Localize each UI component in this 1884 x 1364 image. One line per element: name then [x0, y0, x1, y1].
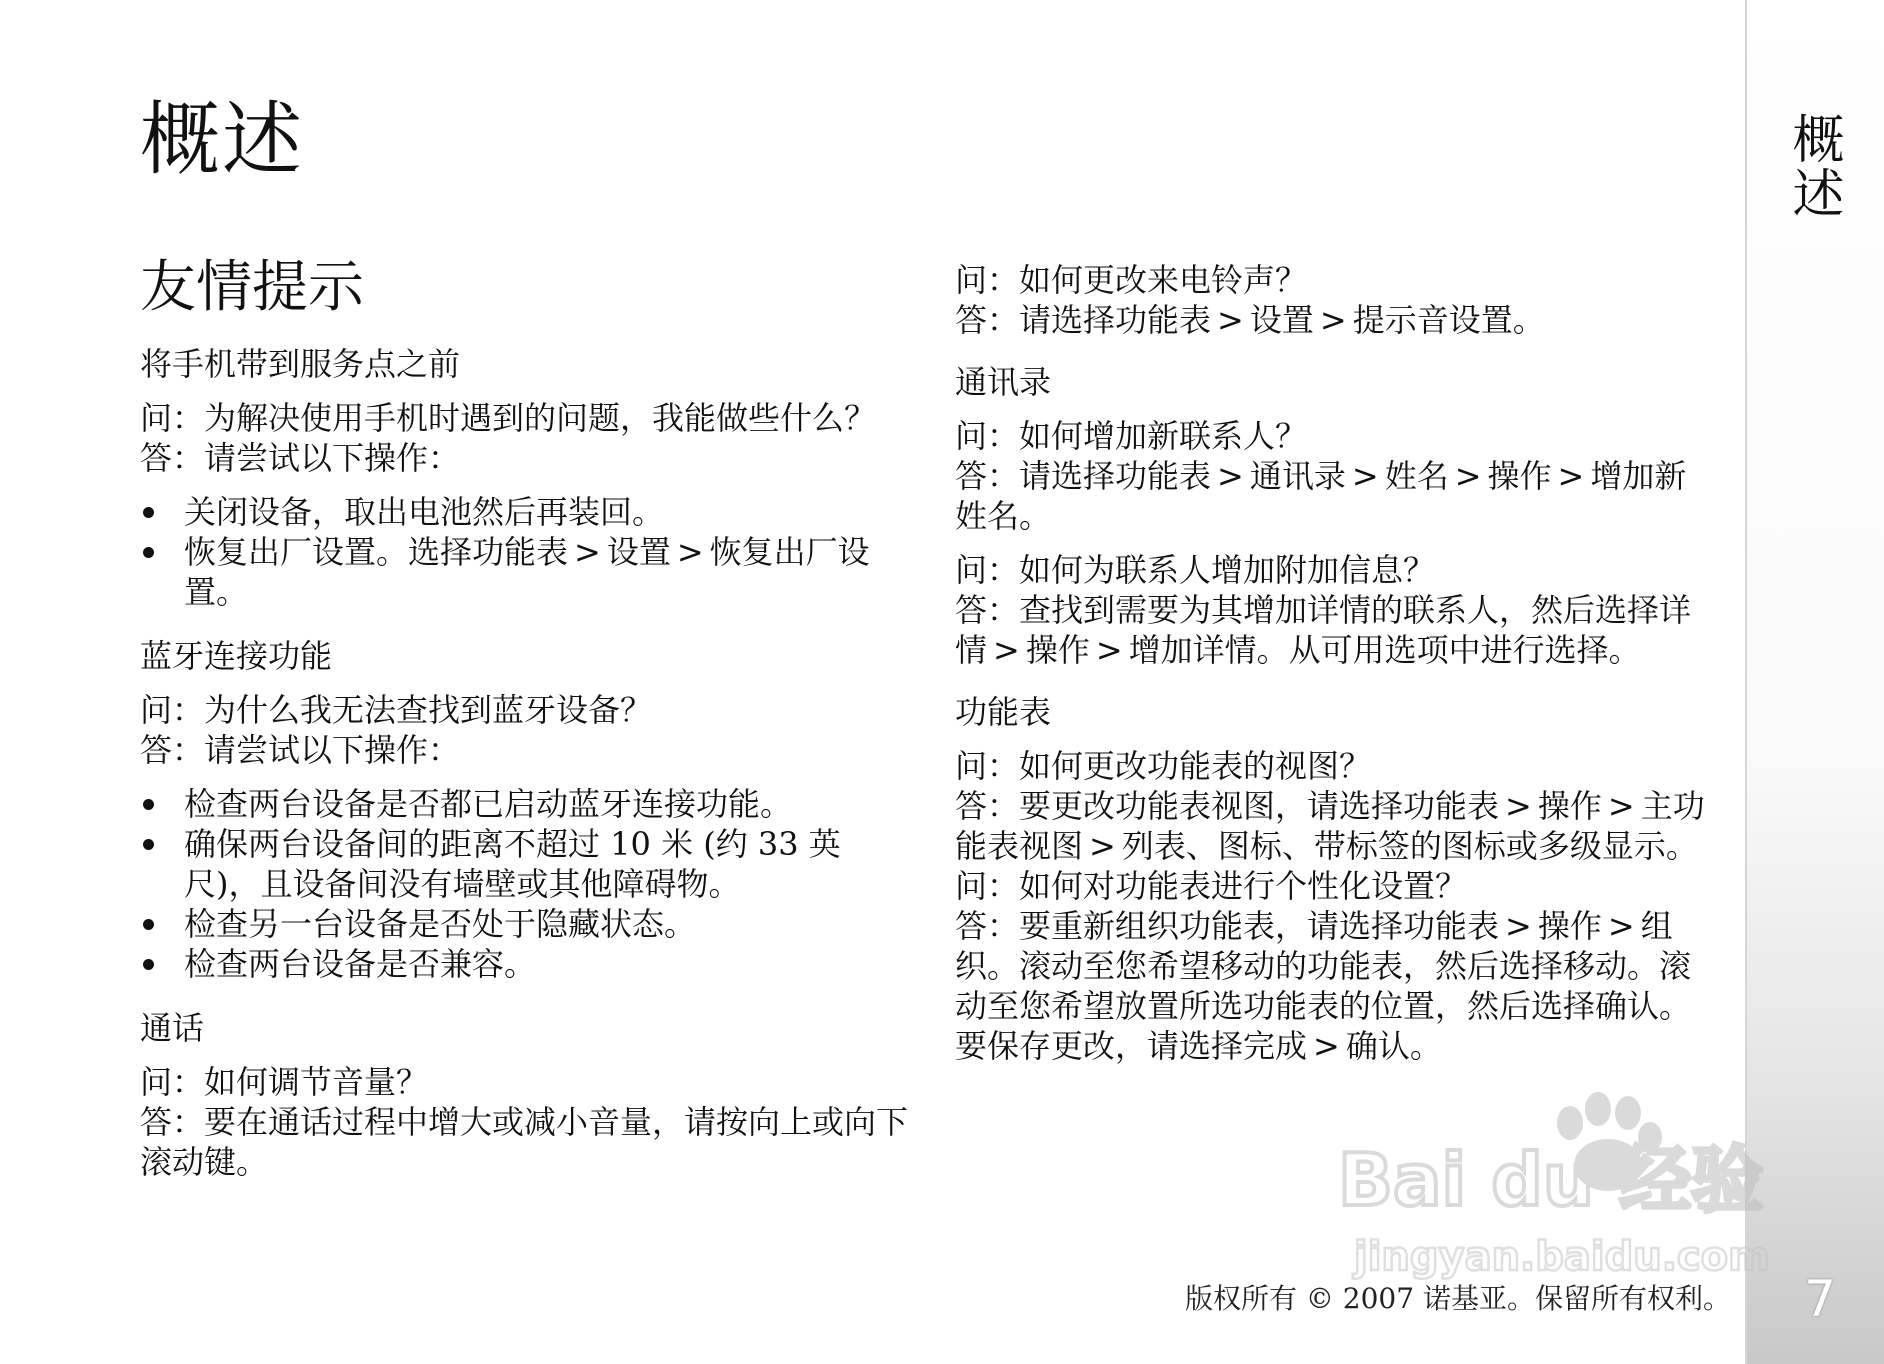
answer: 答：请尝试以下操作： [140, 731, 461, 769]
watermark-logo-text: Bai du 经验 [1338, 1138, 1764, 1222]
copyright-notice: 版权所有 © 2007 诺基亚。保留所有权利。 [1185, 1282, 1731, 1315]
bluetooth-section [140, 636, 910, 984]
answer: 答：查找到需要为其增加详情的联系人，然后选择详情 > 操作 > 增加详情。从可用选项中进行选择。 [955, 591, 1692, 669]
question: 问：为解决使用手机时遇到的问题，我能做些什么？ [140, 399, 877, 437]
contacts-qa-2 [955, 550, 1715, 670]
bluetooth-steps-list [140, 784, 910, 984]
contacts-heading: 通讯录 [955, 363, 1052, 401]
bullet-dot [143, 919, 154, 930]
bluetooth-qa [140, 690, 910, 770]
service-steps-list [140, 492, 910, 612]
chapter-title: 概述 [140, 93, 304, 186]
bullet-dot [143, 547, 154, 558]
bullet-dot [143, 959, 154, 970]
answer: 答：请选择功能表 > 设置 > 提示音设置。 [955, 301, 1545, 339]
list-item: 检查另一台设备是否处于隐藏状态。 [140, 904, 910, 944]
section-title: 友情提示 [140, 255, 364, 320]
service-heading: 将手机带到服务点之前 [140, 345, 461, 383]
service-qa [140, 398, 910, 478]
side-tab-label: 概述 [1783, 112, 1843, 220]
page-number: 7 [1804, 1270, 1836, 1328]
bullet-dot [143, 839, 154, 850]
answer: 答：要在通话过程中增大或减小音量，请按向上或向下滚动键。 [140, 1103, 909, 1181]
call-qa [140, 1062, 910, 1182]
call-heading: 通话 [140, 1009, 205, 1047]
menu-heading: 功能表 [955, 693, 1052, 731]
watermark-url: jingyan.baidu.com [1354, 1234, 1770, 1280]
menu-qa-2 [955, 866, 1715, 1066]
answer: 答：请尝试以下操作： [140, 439, 461, 477]
question: 问：如何增加新联系人？ [955, 417, 1308, 455]
contacts-qa-1 [955, 416, 1715, 536]
answer: 答：要更改功能表视图，请选择功能表 > 操作 > 主功能表视图 > 列表、图标、带标签的图标或多级显示。 [955, 787, 1705, 865]
question: 问：为什么我无法查找到蓝牙设备？ [140, 691, 653, 729]
question: 问：如何对功能表进行个性化设置？ [955, 867, 1468, 905]
answer: 答：要重新组织功能表，请选择功能表 > 操作 > 组织。滚动至您希望移动的功能表，然后选择移动。滚动至您希望放置所选功能表的位置，然后选择确认。要保存更改，请选择完成 > 确认。 [955, 907, 1692, 1065]
list-item: 关闭设备，取出电池然后再装回。 [140, 492, 910, 532]
bullet-dot [143, 799, 154, 810]
bluetooth-heading: 蓝牙连接功能 [140, 637, 333, 675]
list-item: 检查两台设备是否兼容。 [140, 944, 910, 984]
list-item: 确保两台设备间的距离不超过 10 米 (约 33 英尺)，且设备间没有墙壁或其他障碍物。 [140, 824, 910, 904]
ringtone-qa [955, 260, 1715, 340]
answer: 答：请选择功能表 > 通讯录 > 姓名 > 操作 > 增加新姓名。 [955, 457, 1687, 535]
baidu-watermark [1330, 1085, 1770, 1285]
question: 问：如何更改来电铃声？ [955, 261, 1308, 299]
question: 问：如何更改功能表的视图？ [955, 747, 1372, 785]
menu-section [955, 692, 1715, 1066]
list-item: 恢复出厂设置。选择功能表 > 设置 > 恢复出厂设置。 [140, 532, 910, 612]
question: 问：如何调节音量？ [140, 1063, 429, 1101]
left-column [140, 344, 910, 1204]
contacts-section [955, 362, 1715, 670]
question: 问：如何为联系人增加附加信息？ [955, 551, 1436, 589]
bullet-dot [143, 507, 154, 518]
right-column [955, 260, 1715, 1088]
call-section [140, 1008, 910, 1182]
menu-qa-1 [955, 746, 1715, 866]
service-section [140, 344, 910, 612]
list-item: 检查两台设备是否都已启动蓝牙连接功能。 [140, 784, 910, 824]
